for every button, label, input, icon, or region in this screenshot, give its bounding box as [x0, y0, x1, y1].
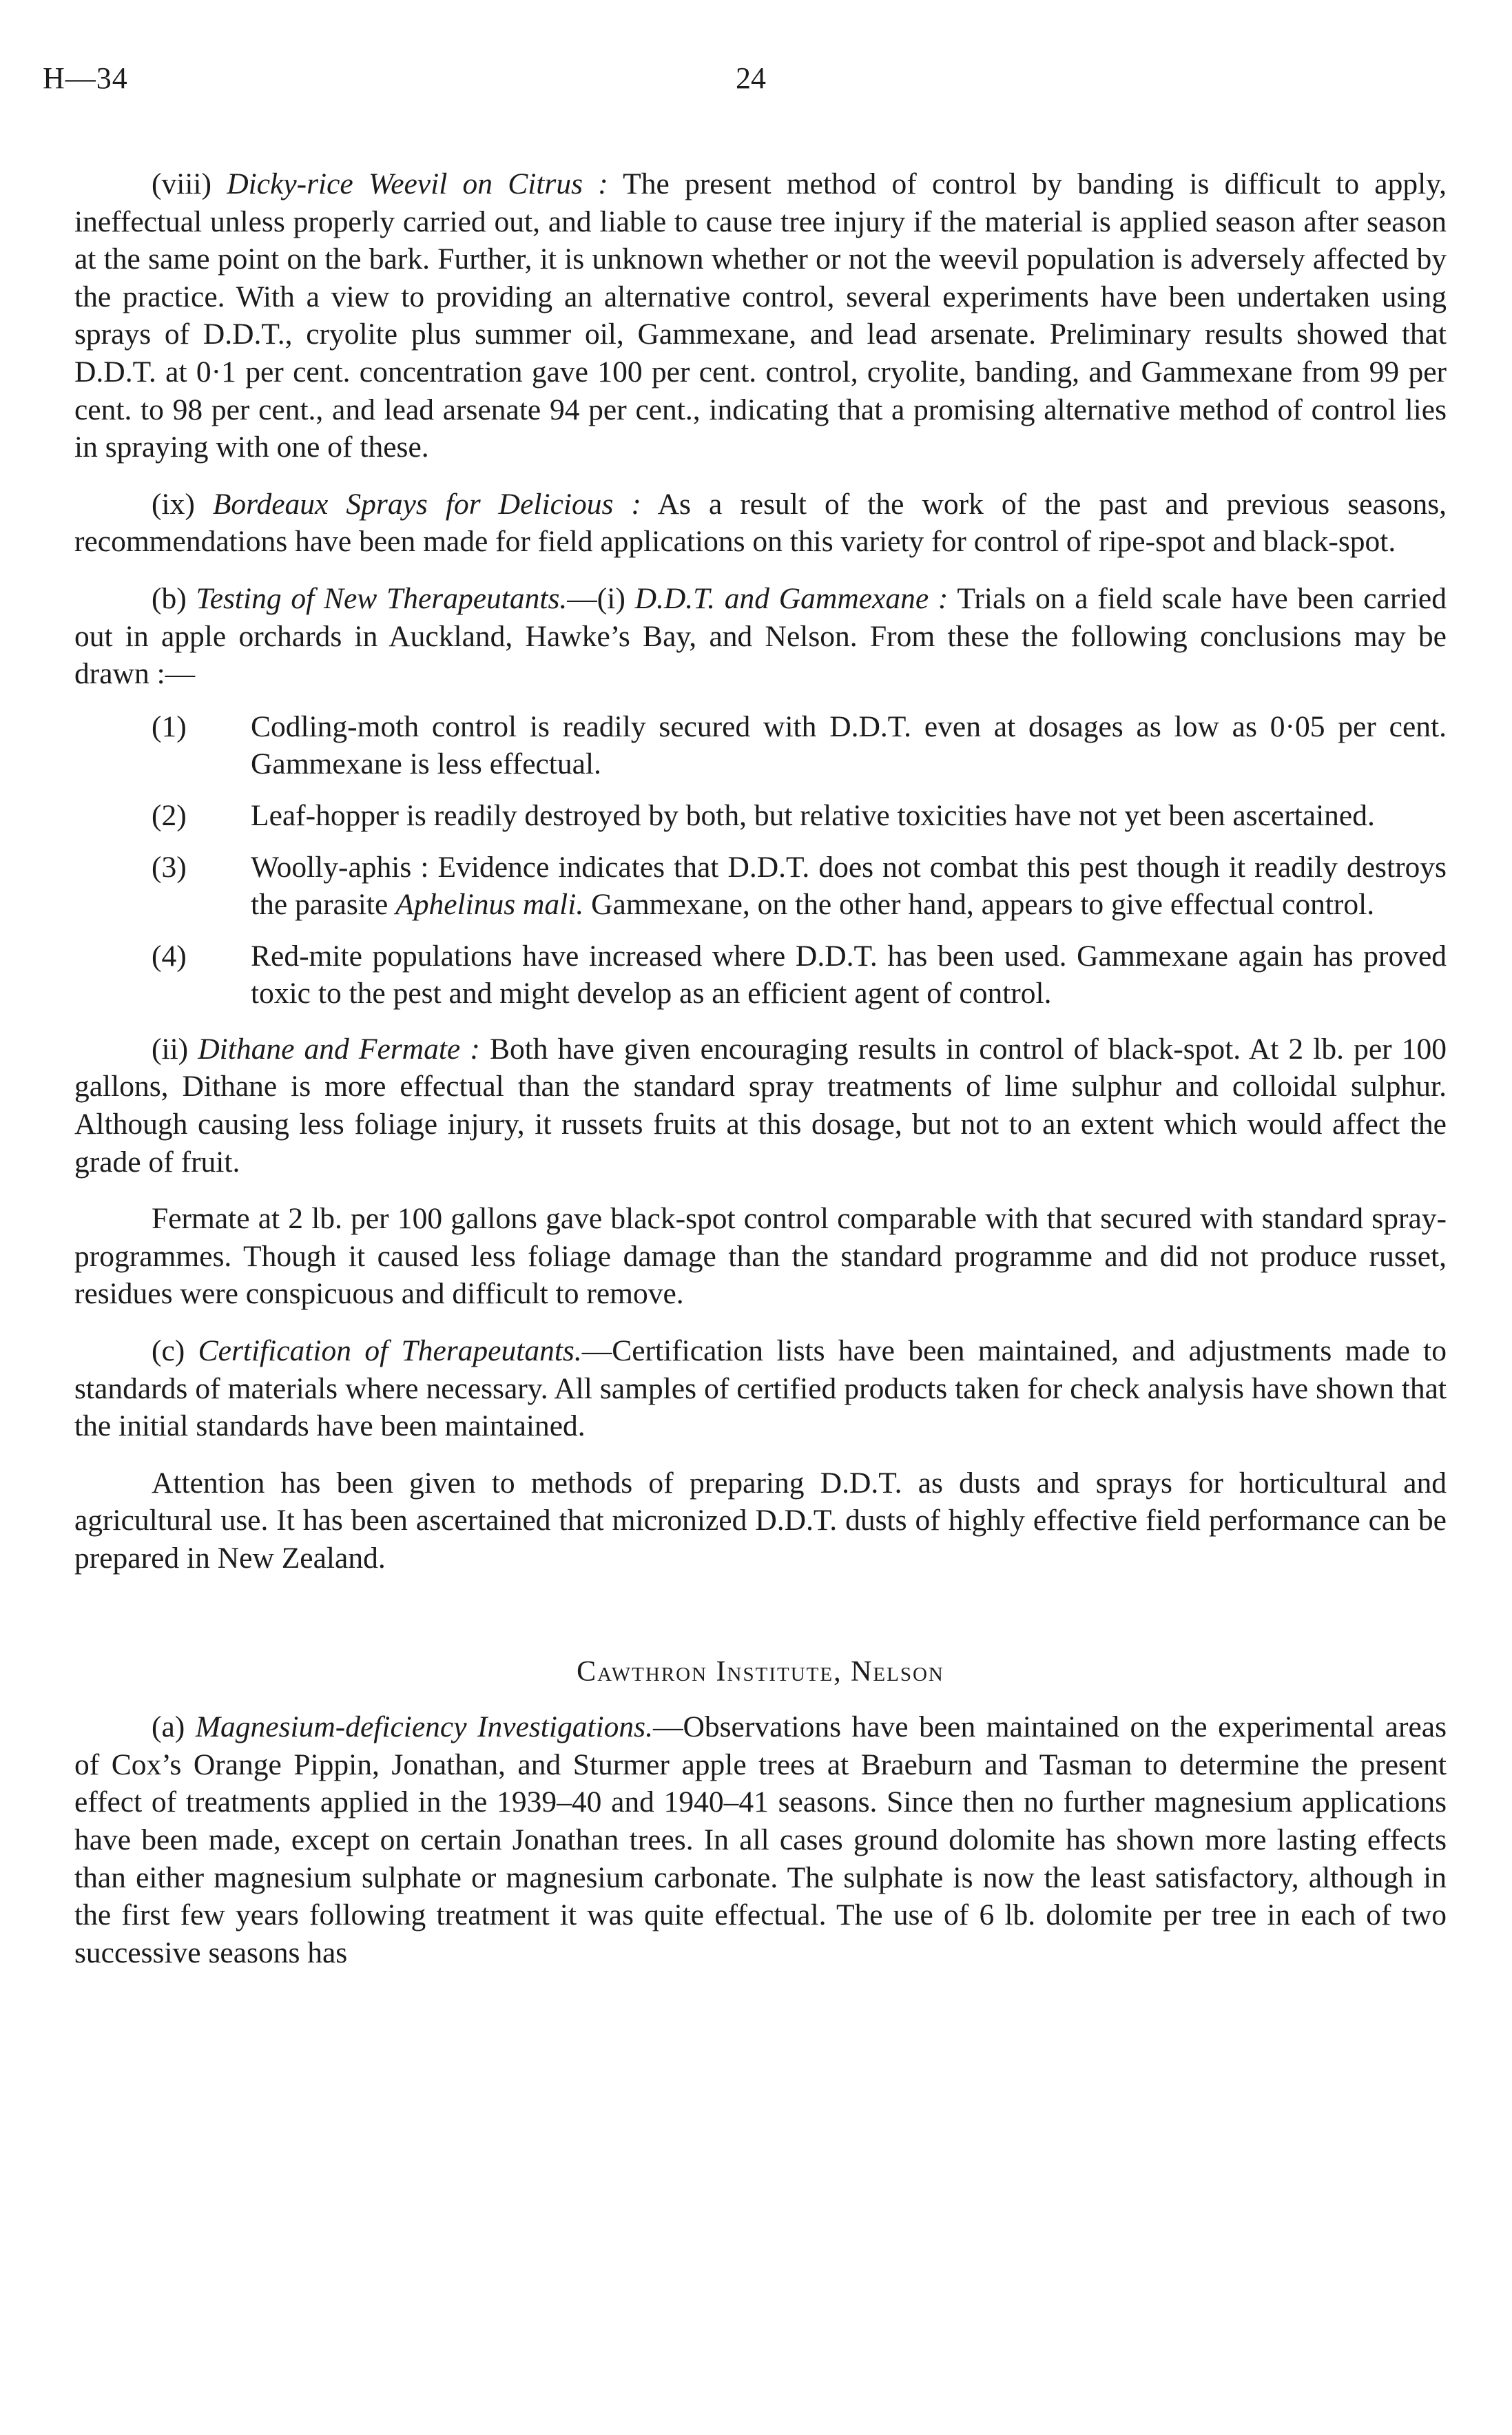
- paragraph-text: —Certification lists have been maintained, and adjustments made to standards of materials where necessary. All samples of certified products taken for check analysis have shown that the initial standards have been maintained.: [74, 1334, 1447, 1443]
- paragraph-bordeaux-sprays: [74, 486, 1447, 561]
- paragraph-magnesium-deficiency: [74, 1708, 1447, 1971]
- paragraph-ddt-dusts: [74, 1464, 1447, 1577]
- section-heading: Cawthron Institute, Nelson: [577, 1655, 944, 1688]
- paragraph-label: (viii): [152, 167, 211, 200]
- list-item: [74, 849, 1447, 924]
- list-item-text: Red-mite populations have increased where D.D.T. has been used. Gammexane again has proved toxic to the pest and might develop as an efficient agent of control.: [251, 939, 1447, 1011]
- paragraph-testing-therapeutants: [74, 580, 1447, 693]
- page-number: 24: [736, 61, 766, 95]
- paragraph-title: Dicky-rice Weevil on Citrus :: [227, 167, 608, 200]
- list-item-text: Woolly-aphis : Evidence indicates that D.D.T. does not combat this pest though it readily destroys the parasite: [251, 850, 1447, 922]
- paragraph-label: (b): [152, 581, 187, 615]
- paragraph-connector: —(i): [567, 581, 635, 615]
- paragraph-fermate: [74, 1200, 1447, 1313]
- list-item: [74, 797, 1447, 835]
- paragraph-certification: [74, 1332, 1447, 1445]
- paragraph-label: (c): [152, 1334, 185, 1368]
- list-item-italic: Aphelinus mali.: [395, 888, 584, 922]
- list-item-text-cont: Gammexane, on the other hand, appears to give effectual control.: [583, 888, 1375, 922]
- list-item-number: (4): [152, 939, 187, 973]
- list-item-text: Codling-moth control is readily secured with D.D.T. even at dosages as low as 0·05 per cent. Gammexane is less effectual.: [251, 709, 1447, 781]
- paragraph-dicky-rice-weevil: [74, 165, 1447, 466]
- paragraph-label: (ix): [152, 487, 195, 521]
- paragraph-title: Magnesium-deficiency Investigations.: [195, 1710, 653, 1744]
- document-id: H—34: [43, 61, 128, 95]
- paragraph-title: Dithane and Fermate :: [198, 1032, 480, 1066]
- list-item-number: (2): [152, 798, 187, 832]
- list-item: [74, 937, 1447, 1013]
- paragraph-text: Both have given encouraging results in control of black-spot. At 2 lb. per 100 gallons, Dithane is more effectual than the standard spray treatments of lime sulphur and colloidal sulphur. Although causing less foliage injury, it russets fruits at this dosage, but not to an extent which would affect the grade of fruit.: [74, 1032, 1447, 1179]
- paragraph-text: —Observations have been maintained on the experimental areas of Cox’s Orange Pippin, Jonathan, and Sturmer apple trees at Braeburn and Tasman to determine the present effect of treatments applied in the 1939–40 and 1940–41 seasons. Since then no further magnesium applications have been made, except on certain Jonathan trees. In all cases ground dolomite has shown more lasting effects than either magnesium sulphate or magnesium carbonate. The sulphate is now the least satisfactory, although in the first few years following treatment it was quite effectual. The use of 6 lb. dolomite per tree in each of two successive seasons has: [74, 1710, 1447, 1969]
- running-head: [43, 55, 1447, 103]
- paragraph-text: Trials on a field scale have been carried out in apple orchards in Auckland, Hawke’s Bay, and Nelson. From these the following conclusions may be drawn :—: [74, 581, 1447, 691]
- paragraph-subtitle: D.D.T. and Gammexane :: [634, 581, 949, 615]
- paragraph-title: Certification of Therapeutants.: [198, 1334, 582, 1368]
- paragraph-title: Bordeaux Sprays for Delicious :: [212, 487, 641, 521]
- list-item: [74, 708, 1447, 783]
- paragraph-label: (a): [152, 1710, 185, 1744]
- paragraph-dithane-fermate: [74, 1030, 1447, 1181]
- body-text: [74, 165, 1447, 1971]
- paragraph-label: (ii): [152, 1032, 189, 1066]
- paragraph-text: Fermate at 2 lb. per 100 gallons gave black-spot control comparable with that secured with standard spray-programmes. Though it caused less foliage damage than the standard programme and did not produce russet, residues were conspicuous and difficult to remove.: [74, 1202, 1447, 1311]
- list-item-number: (3): [152, 850, 187, 884]
- paragraph-text: As a result of the work of the past and previous seasons, recommendations have been made for field applications on this variety for control of ripe-spot and black-spot.: [74, 487, 1447, 559]
- paragraph-text: The present method of control by banding is difficult to apply, ineffectual unless properly carried out, and liable to cause tree injury if the material is applied season after season at the same point on the bark. Further, it is unknown whether or not the weevil population is adversely affected by the practice. With a view to providing an alternative control, several experiments have been undertaken using sprays of D.D.T., cryolite plus summer oil, Gammexane, and lead arsenate. Preliminary results showed that D.D.T. at 0·1 per cent. concentration gave 100 per cent. control, cryolite, banding, and Gammexane from 99 per cent. to 98 per cent., and lead arsenate 94 per cent., indicating that a promising alternative method of control lies in spraying with one of these.: [74, 167, 1447, 464]
- conclusions-list: [74, 708, 1447, 1013]
- paragraph-title: Testing of New Therapeutants.: [196, 581, 568, 615]
- list-item-number: (1): [152, 709, 187, 743]
- list-item-text: Leaf-hopper is readily destroyed by both, but relative toxicities have not yet been ascertained.: [251, 798, 1375, 832]
- document-page: [43, 55, 1447, 1991]
- paragraph-text: Attention has been given to methods of preparing D.D.T. as dusts and sprays for horticultural and agricultural use. It has been ascertained that micronized D.D.T. dusts of highly effective field performance can be prepared in New Zealand.: [74, 1466, 1447, 1575]
